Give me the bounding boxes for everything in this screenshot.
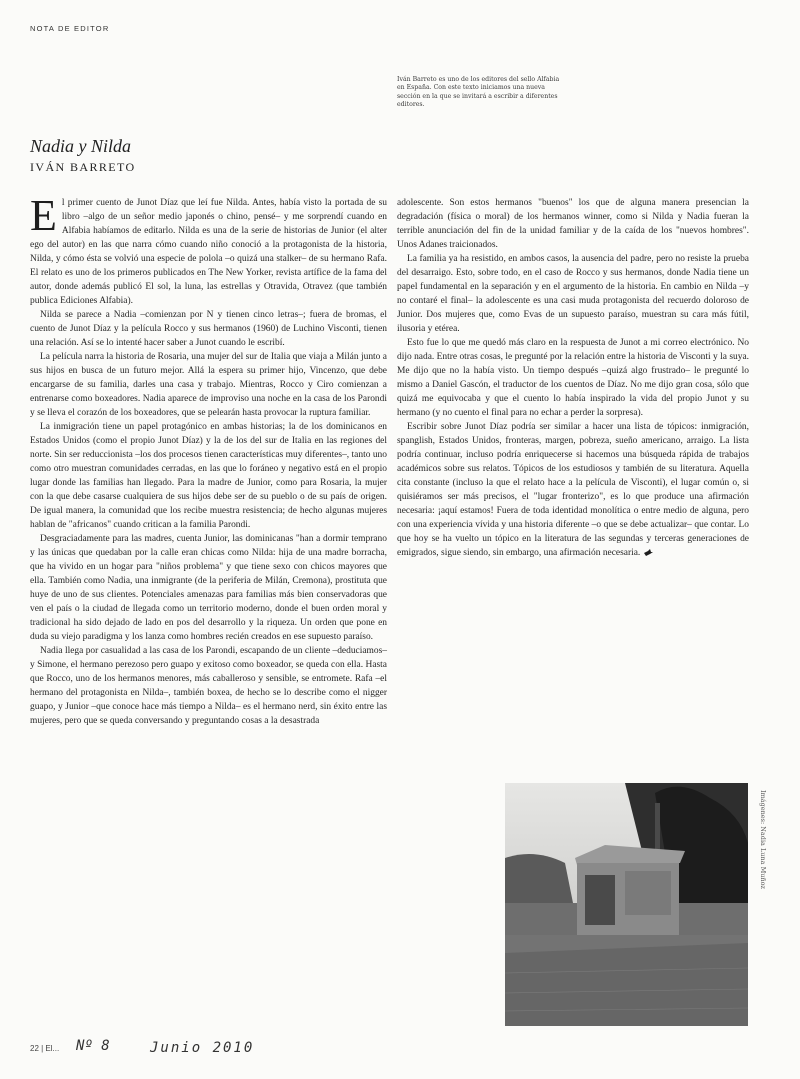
section-kicker: NOTA DE EDITOR <box>30 24 110 33</box>
paragraph: Desgraciadamente para las madres, cuenta Junior, las dominicanas "han a dormir temprano y las únicas que quedaban por la calle eran chicas como Nilda: hija de una madre borracha, que ha vivido en un hogar para "niños problema" y que tiene sexo con chicos mayores que ella. También como Nadia, una inmigrante (de la periferia de Milán, Cremona), prostituta que huye de uno de sus clientes. Potenciales amenazas para familias más bien conservadoras que ven el país o la ciudad de llegada como un territorio moderno, donde el buen orden moral y tradicional ha sido dejado de lado en pos del desarrollo y la riqueza. Un orden que pone en duda su viejo paradigma y los lanza como hombres recién creados en ese supuesto paraíso. <box>30 534 387 642</box>
intro-note: Iván Barreto es uno de los editores del sello Alfabia en España. Con este texto iniciamos una nueva sección en la que se invitará a escribir a diferentes editores. <box>397 76 560 109</box>
paragraph: La película narra la historia de Rosaria, una mujer del sur de Italia que viaja a Milán junto a sus hijos en busca de un futuro mejor. Allá la espera su primer hijo, Vincenzo, que debe encargarse de su familia, darles una casa y trabajo. Mientras, Rocco y Ciro comienzan a entrenarse como boxeadores. Nadia aparece de improviso una noche en la casa de los Parondi y se lleva el corazón de los boxeadores, que se pelearán hasta provocar la ruptura familiar. <box>30 352 387 418</box>
article-photo <box>505 783 748 1026</box>
article-author: IVÁN BARRETO <box>30 160 136 174</box>
handwritten-issue: Nº 8 <box>76 1038 110 1054</box>
paragraph: La familia ya ha resistido, en ambos casos, la ausencia del padre, pero no resiste la prueba del desarraigo. Esto, sobre todo, en el caso de Rocco y sus hermanos, donde Nadia tiene un papel fundamental en la separación y en el argumento de la historia. En cambio en Nilda –y no contaré el final– la adolescente es una casi muda protagonista del recuerdo doloroso de Junior. Dos mujeres que, como Evas de un supuesto paraíso, muestran su cara más fútil, ilusoria y etérea. <box>397 254 749 334</box>
article-column-2 <box>397 196 749 560</box>
paragraph: adolescente. Son estos hermanos "buenos" los que de alguna manera presencian la degradación (física o moral) de los hermanos winner, como si Nilda y Nadia fueran la terrible anunciación del fin de la unidad familiar y de la caída de los "nuevos hombres". Unos Adanes traicionados. <box>397 198 749 250</box>
paragraph <box>397 420 749 560</box>
paragraph: Nadia llega por casualidad a las casa de los Parondi, escapando de un cliente –deduciamos– y Simone, el hermano perezoso pero guapo y exitoso como boxeador, se queda con ella. Hasta que Rocco, uno de los hermanos menores, más caballeroso y sensible, se entromete. Rafa –el hermano del protagonista en Nilda–, también boxea, de hecho se lo describe como el nigger guapo, y Junior –que conoce hace más tiempo a Nilda– es el hermano nerd, sin éxito entre las mujeres, pero que se queda conversando y preguntando cosas a la desastrada <box>30 646 387 726</box>
paragraph: Nilda se parece a Nadia –comienzan por N y tienen cinco letras–; fuera de bromas, el cuento de Junot Díaz y la película Rocco y sus hermanos (1960) de Luchino Visconti, tienen una relación. Así se lo intenté hacer saber a Junot cuando le escribí. <box>30 310 387 348</box>
paragraph: La inmigración tiene un papel protagónico en ambas historias; la de los dominicanos en Estados Unidos (como el propio Junot Díaz) y la de los del sur de Italia en las regiones del norte. Sin ser reduccionista –los dos procesos tienen características muy diferentes–, tanto uno como otro muestran comunidades cerradas, en las que lo foráneo y negativo está en el propio lugar donde las familias han llegado. Para la madre de Junior, como para Rosaria, la mujer con la que debe casarse cualquiera de sus hijos debe ser de su pueblo o de su país de origen. De igual manera, la comunidad que los recibe muestra resistencia; de hecho algunas mujeres hablan de "africanos" cuando critican a la familia Parondi. <box>30 422 387 530</box>
drop-cap: E <box>30 191 57 240</box>
page-footer: 22 | El... <box>30 1044 60 1053</box>
photo-illustration <box>505 783 748 1026</box>
photo-credit <box>757 790 769 970</box>
paragraph: l primer cuento de Junot Díaz que leí fue Nilda. Antes, había visto la portada de su libro –algo de un señor medio japonés o chino, pensé– y me sorprendí cuando en Alfabia habíamos de editarlo. Nilda es una de la serie de historias de Junior (el alter ego del autor) en las que narra cómo cuando niño conoció a la protagonista de la historia, Nilda, y cómo ésta se volvió una especie de polola –o quizá una stalker– de su hermano Rafa. El relato es uno de los primeros publicados en The New Yorker, revista artífice de la fama del autor, donde además publicó El sol, la luna, las estrellas y Otravida, Otravez (que también publica Ediciones Alfabia). <box>30 198 387 306</box>
paragraph: Esto fue lo que me quedó más claro en la respuesta de Junot a mi correo electrónico. No dijo nada. Entre otras cosas, le pregunté por la relación entre la historia de Visconti y la suya. Me dijo que no la había visto. Un tiempo después –quizá algo frustrado– le pregunté lo mismo a Daniel Gascón, el traductor de los cuentos de Díaz. No me dijo gran cosa, sólo que quizá me equivocaba y que el cuento lo había inspirado la vida del propio Junot y su hermano (y no cuento el final para no echar a perder la sorpresa). <box>397 338 749 418</box>
end-mark-bird-icon <box>644 549 653 556</box>
article-title: Nadia y Nilda <box>30 136 132 156</box>
photo-credit-text: Imágenes: Nadia Luna Muñoz <box>759 790 767 889</box>
handwritten-date: Junio 2010 <box>150 1040 255 1056</box>
article-column-1 <box>30 191 387 728</box>
paragraph-text: Escribir sobre Junot Díaz podría ser similar a hacer una lista de tópicos: inmigración, spanglish, Estados Unidos, fronteras, margen, pobreza, sueño americano, arraigo. La lista podría continuar, incluso podría enriquecerse si hacemos una búsqueda rápida de trabajos académicos sobre sus relatos. Tópicos de los estudiosos y también de su literatura. Aquella cita constante (incluso la que el relato hace a la película de Visconti), el lugar común o, si quisiéramos ser más precisos, el "lugar fronterizo", es lo que produce una afirmación necesaria: ¡aquí estamos! Fuera de toda identidad monolítica o entre medio de alguna, pero con una experiencia vívida y una historia diferente –o que se debe actualizar– que contar. Lo que hoy se ha vuelto un tópico en la literatura de las segundas y terceras generaciones de emigrados, sigue siendo, sin embargo, una afirmación necesaria. <box>397 422 749 558</box>
